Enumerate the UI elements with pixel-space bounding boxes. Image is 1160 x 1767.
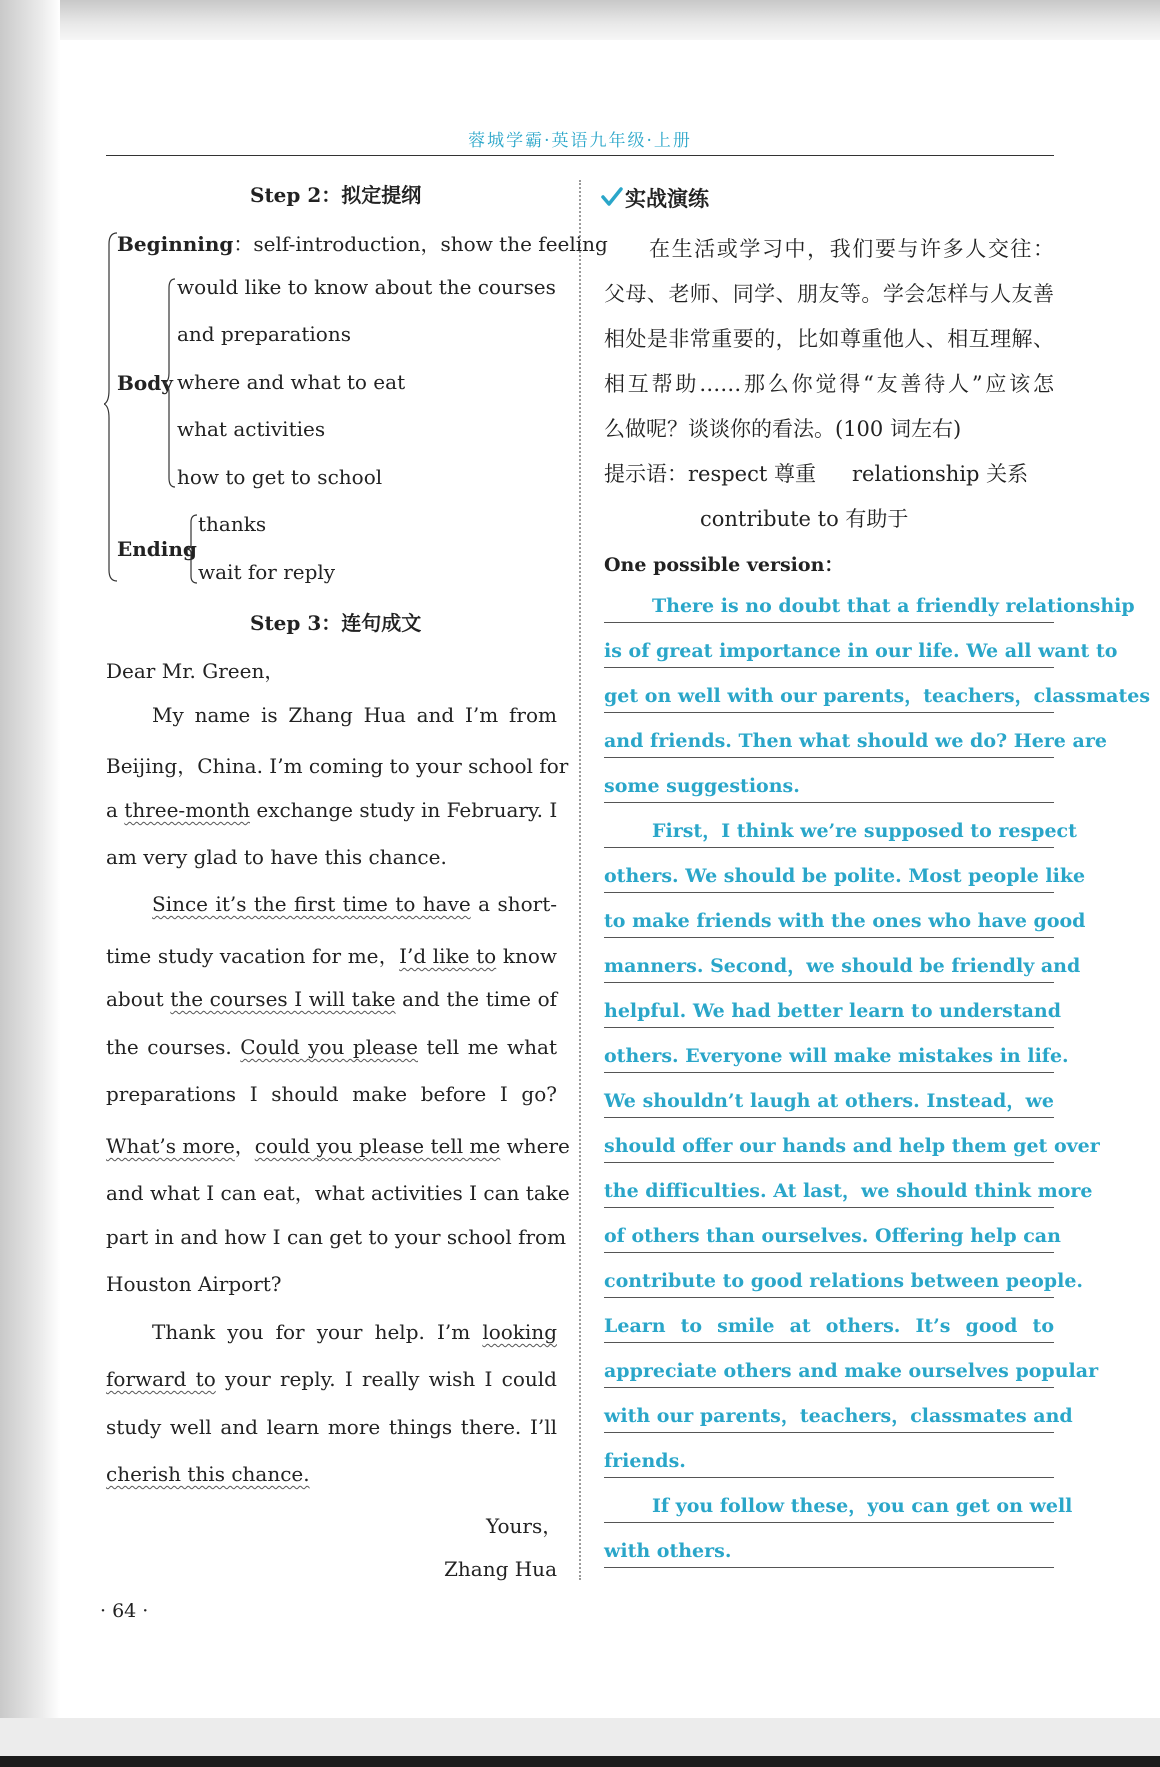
ending-label: Ending [117, 537, 197, 561]
answer-line: manners. Second，we should be friendly and [604, 950, 1054, 983]
body-item: and preparations [177, 322, 351, 346]
answer-line: contribute to good relations between people. [604, 1265, 1054, 1298]
text-run: about [106, 987, 171, 1011]
prompt-line: 在生活或学习中，我们要与许多人交往： [649, 237, 1054, 261]
text-run: time study vacation for me， [106, 944, 400, 968]
answer-line: to make friends with the ones who have good [604, 905, 1054, 938]
answer-line: with others. [604, 1535, 1054, 1568]
text-run: Thank you for your help. I’m [152, 1320, 483, 1344]
answer-line: of others than ourselves. Offering help can [604, 1220, 1054, 1253]
letter-line: Beijing，China. I’m coming to your school for [106, 754, 569, 778]
letter-line [106, 1367, 557, 1391]
answer-line: some suggestions. [604, 770, 1054, 803]
header-rule [106, 155, 1054, 156]
letter-line: preparations I should make before I go? [106, 1082, 557, 1106]
answer-line: with our parents，teachers，classmates and [604, 1400, 1054, 1433]
scan-bottom-edge [0, 1756, 1160, 1767]
scan-bottom-margin [0, 1718, 1160, 1756]
letter-line: part in and how I can get to your school from [106, 1225, 567, 1249]
underlined-phrase: Since it’s the first time to have [152, 892, 471, 916]
prompt-line: 么做呢？谈谈你的看法。(100 词左右) [604, 417, 962, 441]
answer-line: We shouldn’t laugh at others. Instead，we [604, 1085, 1054, 1118]
letter-line: study well and learn more things there. I’ll [106, 1415, 557, 1439]
check-icon [601, 186, 623, 208]
body-brace [164, 278, 176, 488]
ending-item: thanks [198, 512, 267, 536]
text-run: ， [234, 1134, 255, 1158]
answer-title: One possible version： [604, 554, 844, 576]
scan-shadow-left [0, 0, 60, 1767]
letter-line [106, 1130, 570, 1159]
letter-line [106, 1035, 557, 1059]
letter-line: My name is Zhang Hua and I’m from [152, 703, 557, 727]
ending-item: wait for reply [198, 560, 336, 584]
underlined-phrase: Could you please [240, 1035, 418, 1059]
body-item: would like to know about the courses [177, 275, 556, 299]
letter-line [152, 1320, 557, 1344]
text-run: exchange study in February. I [250, 798, 558, 822]
letter-closing: Yours， [486, 1514, 563, 1538]
scan-shadow-top [0, 0, 1160, 40]
answer-line: the difficulties. At last，we should think more [604, 1175, 1054, 1208]
hint-item: relationship 关系 [852, 462, 1029, 486]
page-number: · 64 · [100, 1600, 149, 1622]
step2-title: Step 2：拟定提纲 [250, 183, 422, 207]
answer-line: appreciate others and make ourselves popular [604, 1355, 1054, 1388]
section-title: 实战演练 [625, 186, 709, 211]
underlined-phrase: three-month [124, 798, 250, 822]
underlined-phrase: I’d like to [399, 944, 497, 968]
answer-line: get on well with our parents，teachers，classmates [604, 680, 1054, 713]
body-label: Body [117, 371, 173, 395]
step3-title: Step 3：连句成文 [250, 611, 422, 635]
letter-line [106, 987, 557, 1011]
answer-line: friends. [604, 1445, 1054, 1478]
beginning-label: Beginning [117, 232, 234, 256]
body-item: what activities [177, 417, 326, 441]
answer-line: others. Everyone will make mistakes in life. [604, 1040, 1054, 1073]
answer-line: and friends. Then what should we do? Here are [604, 725, 1054, 758]
answer-line: If you follow these，you can get on well [604, 1490, 1054, 1523]
answer-line: First，I think we’re supposed to respect [604, 815, 1054, 848]
letter-line [106, 798, 557, 822]
prompt-line: 相处是非常重要的，比如尊重他人、相互理解、 [604, 327, 1054, 351]
outline-beginning [117, 228, 608, 257]
hints-label: 提示语： [604, 462, 688, 486]
underlined-phrase: could you please tell me [254, 1134, 501, 1158]
text-run: where [500, 1134, 570, 1158]
text-run: your reply. I really wish I could [215, 1367, 557, 1391]
answer-line: others. We should be polite. Most people like [604, 860, 1054, 893]
answer-line: There is no doubt that a friendly relationship [604, 590, 1054, 623]
text-run: a [106, 798, 125, 822]
underlined-phrase: What’s more [106, 1134, 235, 1158]
column-divider [579, 180, 581, 1580]
letter-line: am very glad to have this chance. [106, 845, 447, 869]
letter-line: Houston Airport? [106, 1272, 282, 1296]
hint-item: respect 尊重 [688, 462, 816, 486]
text-run: tell me what [417, 1035, 557, 1059]
letter-line [106, 940, 557, 969]
ending-brace [186, 514, 198, 584]
text-run: know [496, 944, 557, 968]
hint-item: contribute to 有助于 [700, 507, 909, 531]
text-run: and the time of [395, 987, 558, 1011]
letter-line [152, 892, 557, 916]
underlined-phrase: forward to [106, 1367, 216, 1391]
text-run: a short- [470, 892, 557, 916]
text-run: the courses. [106, 1035, 241, 1059]
beginning-text: ：self-introduction，show the feeling [233, 232, 608, 256]
outline-brace [104, 232, 118, 582]
answer-line: is of great importance in our life. We all want to [604, 635, 1054, 668]
running-header: 蓉城学霸·英语九年级·上册 [468, 131, 692, 151]
letter-line: cherish this chance. [106, 1462, 310, 1486]
body-item: where and what to eat [177, 370, 406, 394]
prompt-line: 相互帮助……那么你觉得“友善待人”应该怎 [604, 372, 1054, 396]
answer-line: should offer our hands and help them get over [604, 1130, 1054, 1163]
letter-line: and what I can eat，what activities I can take [106, 1181, 570, 1205]
body-item: how to get to school [177, 465, 383, 489]
answer-line: Learn to smile at others. It’s good to [604, 1310, 1054, 1343]
hints-line [604, 458, 1028, 488]
letter-signature: Zhang Hua [444, 1557, 557, 1581]
underlined-phrase: looking [482, 1320, 557, 1344]
prompt-line: 父母、老师、同学、朋友等。学会怎样与人友善 [604, 282, 1054, 306]
answer-line: helpful. We had better learn to understand [604, 995, 1054, 1028]
letter-salutation: Dear Mr. Green， [106, 659, 285, 683]
underlined-phrase: the courses I will take [170, 987, 396, 1011]
